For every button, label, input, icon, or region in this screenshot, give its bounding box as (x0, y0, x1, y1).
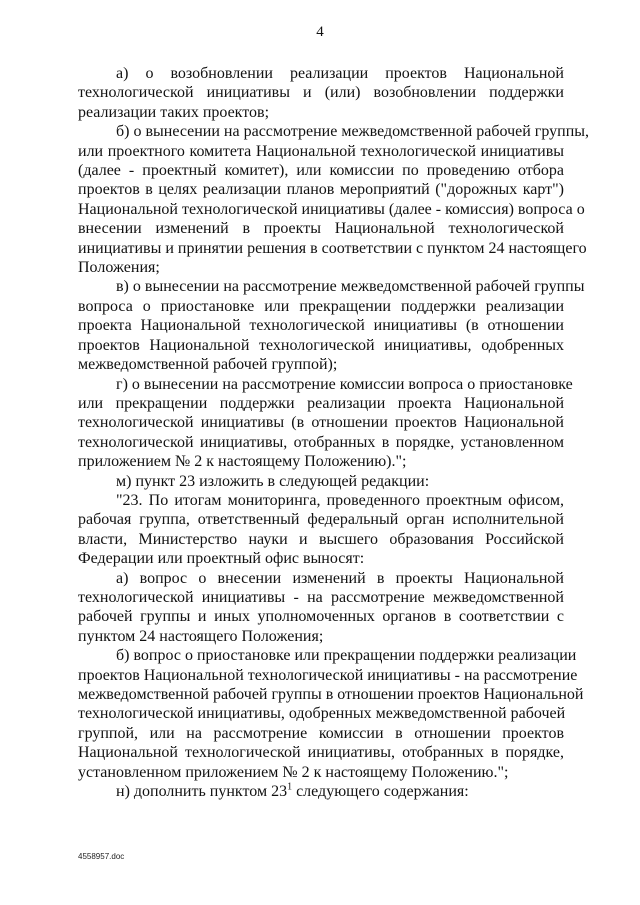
text-line: б) вопрос о приостановке или прекращении поддержки реализации (116, 647, 577, 665)
text-line: межведомственной рабочей группой); (78, 356, 338, 374)
paragraph (78, 569, 564, 647)
superscript: 1 (287, 781, 293, 793)
text-line: или проектного комитета Национальной технологической инициативы (78, 142, 564, 160)
paragraph (78, 122, 590, 277)
file-name-footer: 4558957.doc (78, 852, 125, 861)
text-line: проектов Национальной технологической инициативы - на рассмотрение (78, 666, 578, 684)
text-line: проектов в целях реализации планов мероприятий ("дорожных карт") (78, 181, 564, 199)
text-line: группой, или на рассмотрение комиссии в отношении проектов (78, 724, 564, 742)
text-line: г) о вынесении на рассмотрение комиссии вопроса о приостановке (116, 375, 573, 393)
text-run: н) дополнить пунктом 23 (116, 783, 288, 801)
text-line: технологической инициативы (в отношении проектов Национальной (78, 414, 564, 432)
paragraph (78, 375, 573, 472)
text-line: "23. По итогам мониторинга, проведенного проектным офисом, (116, 491, 564, 509)
text-line: в) о вынесении на рассмотрение межведомственной рабочей группы (116, 278, 585, 296)
text-line: или прекращении поддержки реализации проекта Национальной (78, 394, 564, 412)
text-line: технологической инициативы, отобранных в порядке, установленном (78, 433, 564, 451)
document-body (78, 64, 590, 801)
paragraph (78, 491, 564, 569)
text-line: (далее - проектный комитет), или комиссии по проведению отбора (78, 162, 564, 180)
text-line: рабочей группы и иных уполномоченных органов в соответствии с (78, 608, 564, 626)
text-line: б) о вынесении на рассмотрение межведомственной рабочей группы, (116, 123, 590, 141)
text-line: вопроса о приостановке или прекращении поддержки реализации (78, 297, 564, 315)
text-line: а) о возобновлении реализации проектов Национальной (116, 65, 564, 82)
text-line: пунктом 24 настоящего Положения; (78, 627, 324, 645)
text-line: м) пункт 23 изложить в следующей редакции: (116, 472, 430, 490)
text-line: приложением № 2 к настоящему Положению)."; (78, 453, 407, 471)
text-line: межведомственной рабочей группы в отношении проектов Национальной (78, 686, 584, 703)
text-line: Положения; (78, 259, 160, 277)
paragraph (78, 646, 584, 782)
text-line: технологической инициативы - на рассмотрение межведомственной (78, 588, 564, 606)
text-line: установленном приложением № 2 к настоящему Положению."; (78, 763, 509, 781)
text-line: рабочая группа, ответственный федеральный орган исполнительной (78, 511, 564, 529)
text-line: Национальной технологической инициативы (далее - комиссия) вопроса о (78, 200, 585, 218)
text-line: инициативы и принятии решения в соответствии с пунктом 24 настоящего (78, 239, 587, 257)
text-line: внесении изменений в проекты Национальной технологической (78, 220, 564, 238)
text-line: технологической инициативы и (или) возобновлении поддержки (78, 84, 564, 102)
paragraph (78, 472, 564, 491)
text-line: проектов Национальной технологической инициативы, одобренных (78, 336, 564, 354)
page-number: 4 (316, 24, 324, 40)
text-line (78, 782, 564, 801)
paragraph (78, 64, 564, 122)
text-line: Национальной технологической инициативы, отобранных в порядке, (78, 744, 564, 762)
text-line: а) вопрос о внесении изменений в проекты Национальной (116, 569, 564, 587)
paragraph-last (78, 782, 564, 801)
text-line: Федерации или проектный офис выносят: (78, 550, 365, 568)
text-line: технологической инициативы, одобренных межведомственной рабочей (78, 705, 566, 723)
paragraph (78, 277, 585, 374)
text-line: реализации таких проектов; (78, 103, 270, 121)
text-run: следующего содержания: (292, 783, 469, 801)
text-line: власти, Министерство науки и высшего образования Российской (78, 530, 564, 548)
text-line: проекта Национальной технологической инициативы (в отношении (78, 317, 564, 335)
